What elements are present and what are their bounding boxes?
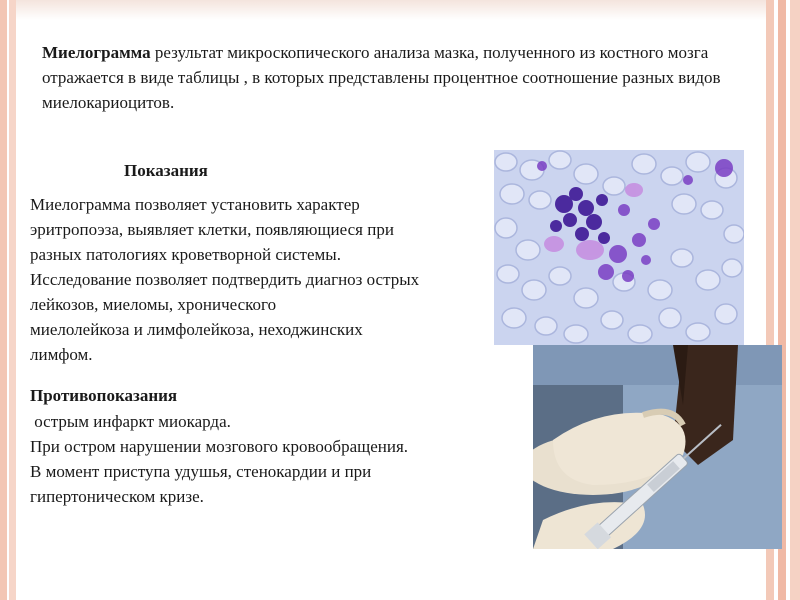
contraindications-heading: Противопоказания	[30, 386, 178, 405]
indications-line: лимфом.	[30, 345, 93, 364]
contraindications-line: гипертоническом кризе.	[30, 487, 204, 506]
indications-line: Исследование позволяет подтвердить диагноз острых	[30, 270, 420, 289]
top-decorative-strip	[16, 0, 766, 20]
indications-line: миелолейкоза и лимфолейкоза, неходжинских	[30, 320, 363, 339]
bone-marrow-smear-image	[494, 150, 744, 345]
indications-line: лейкозов, миеломы, хронического	[30, 295, 277, 314]
indications-line: Миелограмма позволяет установить характер	[30, 195, 360, 214]
contraindications-line: При остром нарушении мозгового кровообращения.	[30, 437, 409, 456]
intro-paragraph	[42, 40, 742, 115]
indications-heading: Показания	[124, 161, 208, 180]
contraindications-text	[30, 409, 510, 509]
contraindications-line: острым инфаркт миокарда.	[30, 412, 231, 431]
intro-term: Миелограмма	[42, 43, 151, 62]
indications-line: эритропоэза, выявляет клетки, появляющиеся при	[30, 220, 394, 239]
indications-line: разных патологиях кроветворной системы.	[30, 245, 341, 264]
indications-text	[30, 192, 510, 367]
bone-marrow-puncture-image	[533, 345, 782, 549]
intro-text: результат микроскопического анализа мазка, полученного из костного мозга отражается в виде таблицы , в которых представлены процентное соотношение разных видов миелокариоцитов.	[42, 43, 721, 112]
contraindications-line: В момент приступа удушья, стенокардии и при	[30, 462, 372, 481]
left-decorative-border	[0, 0, 16, 600]
